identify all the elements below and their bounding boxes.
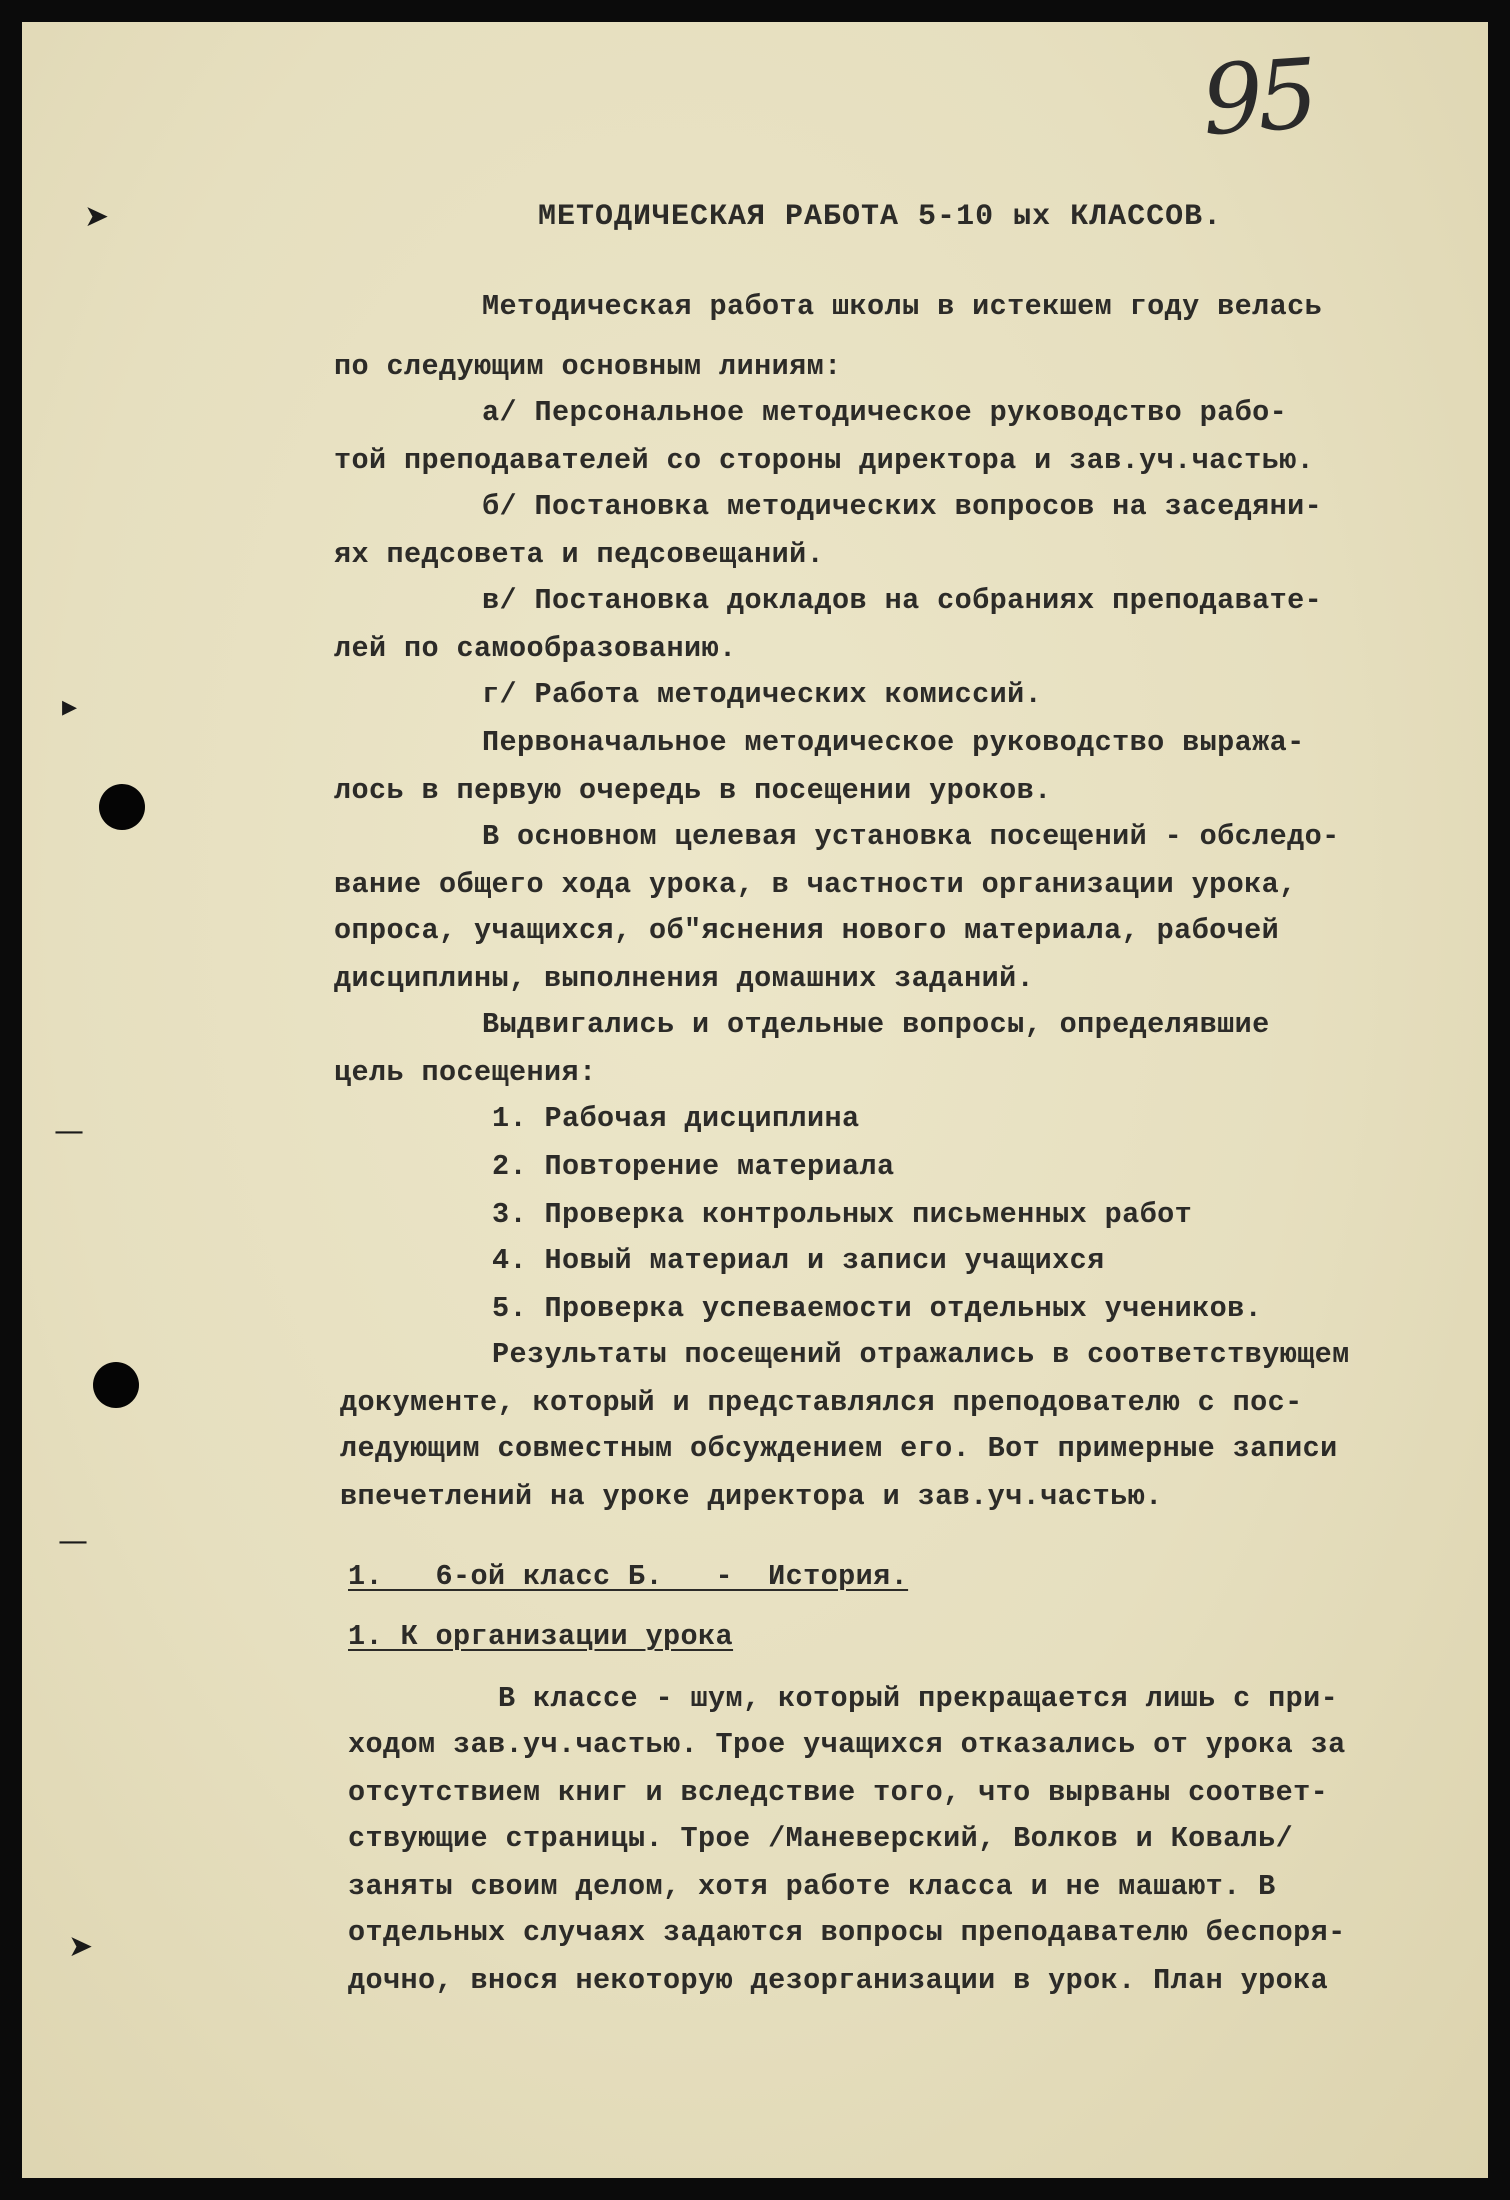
binder-hole-top [99,784,145,830]
list-item: 4. Новый материал и записи учащихся [492,1244,1105,1277]
text-line: ях педсовета и педсовещаний. [334,538,825,571]
document-title: МЕТОДИЧЕСКАЯ РАБОТА 5-10 ых КЛАССОВ. [538,200,1223,234]
text-line: заняты своим делом, хотя работе класса и не машают. В [348,1870,1276,1903]
text-line: г/ Работа методических комиссий. [482,678,1043,711]
text-line: а/ Персональное методическое руководство рабо- [482,396,1288,429]
text-line: по следующим основным линиям: [334,350,842,383]
text-line: вание общего хода урока, в частности организации урока, [334,868,1297,901]
text-line: В основном целевая установка посещений - обследо- [482,820,1340,853]
text-line: лей по самообразованию. [334,632,737,665]
text-line: в/ Постановка докладов на собраниях преподавате- [482,584,1323,617]
margin-mark: ➤ [84,199,110,234]
text-line: документе, который и представлялся преподователю с пос- [340,1386,1303,1419]
text-line: дисциплины, выполнения домашних заданий. [334,962,1035,995]
margin-mark: ▸ [62,689,78,724]
text-line: Первоначальное методическое руководство выража- [482,726,1305,759]
text-line: цель посещения: [334,1056,597,1089]
list-item: 5. Проверка успеваемости отдельных учеников. [492,1292,1263,1325]
text-line: отдельных случаях задаются вопросы преподавателю беспоря- [348,1916,1346,1949]
list-item: 2. Повторение материала [492,1150,895,1183]
list-item: 1. Рабочая дисциплина [492,1102,860,1135]
section-heading: 1. 6-ой класс Б. - История. [348,1560,909,1593]
text-line: б/ Постановка методических вопросов на заседяни- [482,490,1323,523]
text-line: отсутствием книг и вследствие того, что вырваны соответ- [348,1776,1329,1809]
text-line: Результаты посещений отражались в соответствующем [492,1338,1350,1371]
text-line: В классе - шум, который прекращается лишь с при- [498,1682,1339,1715]
subsection-heading: 1. К организации урока [348,1620,734,1653]
text-line: ходом зав.уч.частью. Трое учащихся отказались от урока за [348,1728,1346,1761]
text-line: опроса, учащихся, об"яснения нового материала, рабочей [334,914,1280,947]
text-line: той преподавателей со стороны директора и зав.уч.частью. [334,444,1315,477]
text-line: дочно, внося некоторую дезорганизации в урок. План урока [348,1964,1329,1997]
text-line: впечетлений на уроке директора и зав.уч.частью. [340,1480,1163,1513]
text-line: Методическая работа школы в истекшем году велась [482,290,1323,323]
margin-mark: — [58,1524,88,1559]
binder-hole-bottom [93,1362,139,1408]
page-number: 95 [1198,37,1317,158]
margin-mark: — [54,1114,84,1149]
document-page [22,22,1488,2178]
list-item: 3. Проверка контрольных письменных работ [492,1198,1193,1231]
margin-mark: ➤ [68,1929,94,1964]
text-line: ледующим совместным обсуждением его. Вот примерные записи [340,1432,1338,1465]
text-line: ствующие страницы. Трое /Маневерский, Волков и Коваль/ [348,1822,1294,1855]
text-line: лось в первую очередь в посещении уроков. [334,774,1052,807]
text-line: Выдвигались и отдельные вопросы, определявшие [482,1008,1270,1041]
